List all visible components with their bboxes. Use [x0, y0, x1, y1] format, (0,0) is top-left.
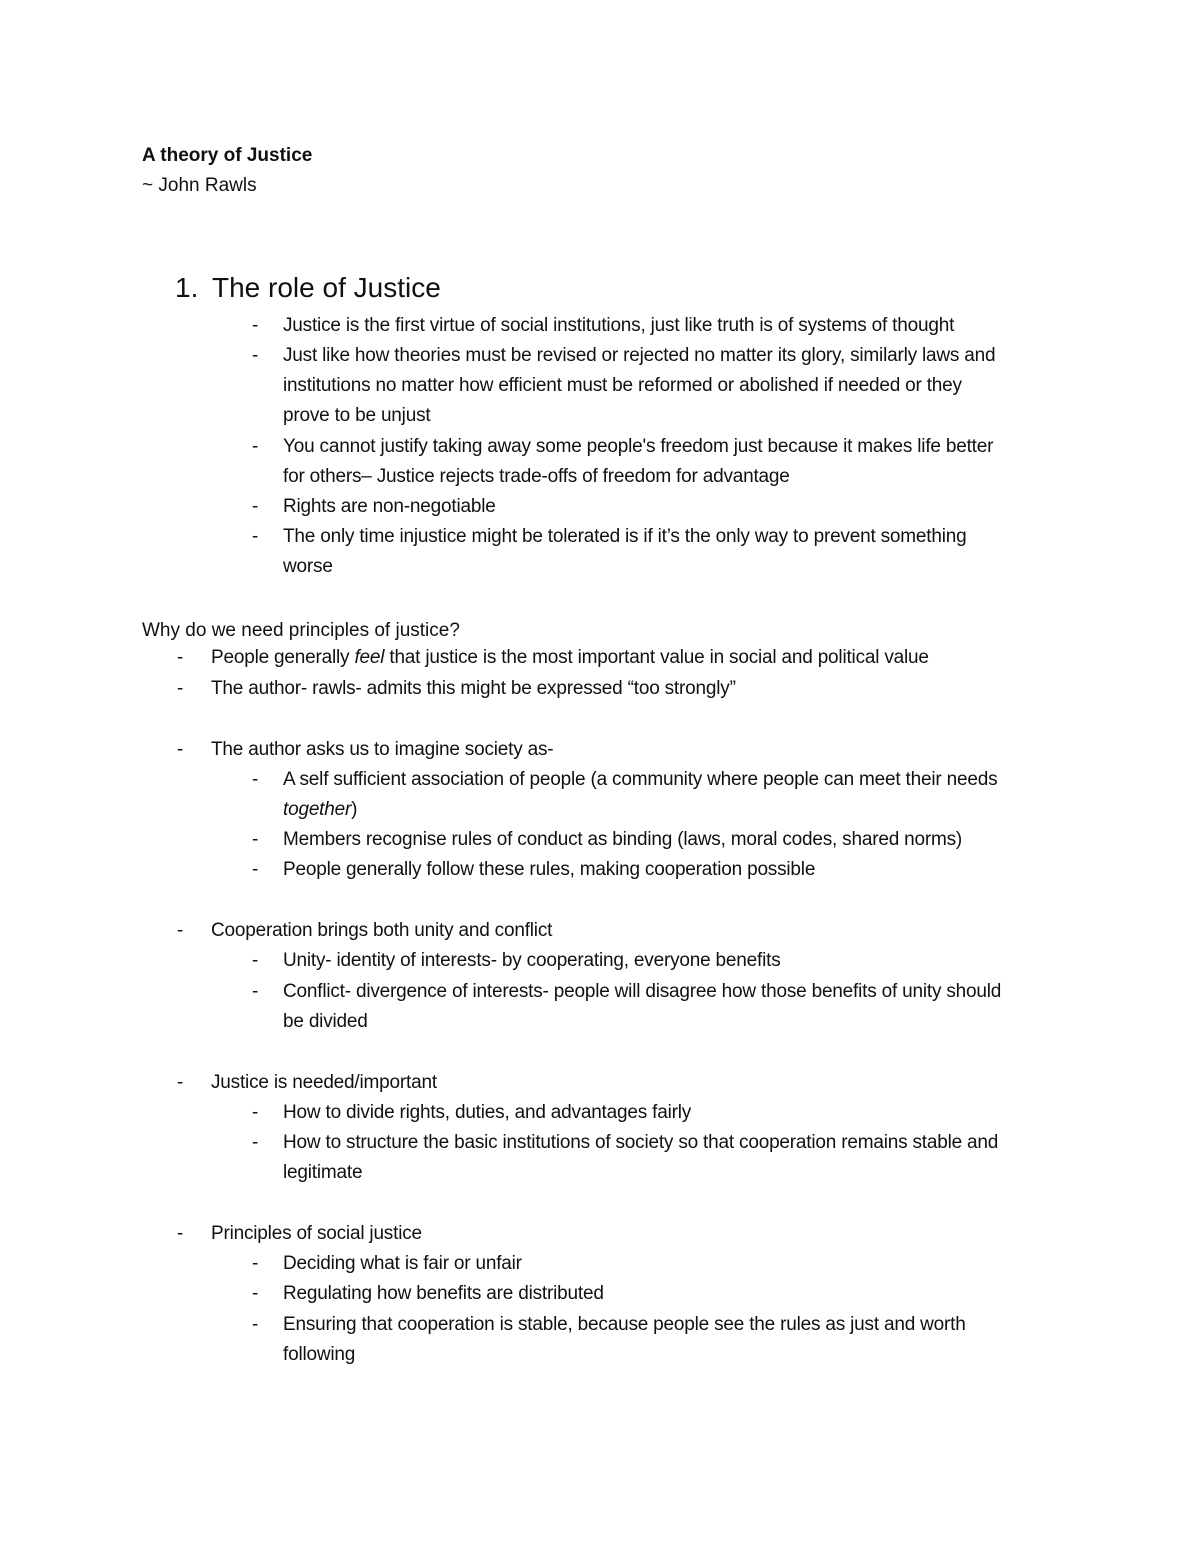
text-run: People generally: [211, 647, 355, 668]
why-bullet-feel: [211, 643, 929, 673]
bullet-dash: -: [177, 1072, 184, 1093]
bullet-dash: -: [252, 436, 259, 457]
bullet-dash: -: [177, 920, 184, 941]
bullet-dash: -: [252, 1314, 259, 1335]
why-bullet-strongly: The author- rawls- admits this might be expressed “too strongly”: [211, 678, 736, 699]
role-bullet-2-line-1: Just like how theories must be revised or rejected no matter its glory, similarly laws and: [283, 345, 996, 366]
text-run: ): [351, 799, 358, 820]
imagine-label: The author asks us to imagine society as-: [211, 739, 554, 760]
cooperation-label: Cooperation brings both unity and conflict: [211, 920, 553, 941]
imagine-sub-1-line-2: [283, 795, 357, 825]
bullet-dash: -: [252, 859, 259, 880]
bullet-dash: -: [252, 526, 259, 547]
bullet-dash: -: [252, 1283, 259, 1304]
bullet-dash: -: [252, 981, 259, 1002]
needed-sub-1: How to divide rights, duties, and advantages fairly: [283, 1102, 692, 1123]
role-bullet-1: Justice is the first virtue of social institutions, just like truth is of systems of thought: [283, 315, 955, 336]
emphasis-text: feel: [354, 647, 385, 668]
bullet-dash: -: [252, 315, 259, 336]
role-bullet-2-line-2: institutions no matter how efficient must be reformed or abolished if needed or they: [283, 375, 962, 396]
imagine-sub-1-line-1: A self sufficient association of people (a community where people can meet their needs: [283, 769, 998, 790]
text-run: that justice is the most important value in social and political value: [384, 647, 929, 668]
cooperation-sub-1: Unity- identity of interests- by cooperating, everyone benefits: [283, 950, 781, 971]
document-author: ~ John Rawls: [142, 175, 257, 196]
principles-label: Principles of social justice: [211, 1223, 422, 1244]
bullet-dash: -: [252, 1102, 259, 1123]
role-bullet-3-line-2: for others– Justice rejects trade-offs of freedom for advantage: [283, 466, 790, 487]
imagine-sub-2: Members recognise rules of conduct as binding (laws, moral codes, shared norms): [283, 829, 963, 850]
needed-sub-2-line-1: How to structure the basic institutions of society so that cooperation remains stable and: [283, 1132, 999, 1153]
imagine-sub-3: People generally follow these rules, making cooperation possible: [283, 859, 816, 880]
role-bullet-5-line-1: The only time injustice might be tolerated is if it’s the only way to prevent something: [283, 526, 967, 547]
section-number: 1.: [175, 272, 199, 303]
role-bullet-5-line-2: worse: [283, 556, 333, 577]
emphasis-text: together: [283, 799, 352, 820]
needed-label: Justice is needed/important: [211, 1072, 437, 1093]
role-bullet-4: Rights are non-negotiable: [283, 496, 496, 517]
bullet-dash: -: [177, 739, 184, 760]
bullet-dash: -: [177, 647, 184, 668]
cooperation-sub-2-line-2: be divided: [283, 1011, 368, 1032]
bullet-dash: -: [252, 950, 259, 971]
bullet-dash: -: [252, 496, 259, 517]
question-heading: Why do we need principles of justice?: [142, 620, 460, 641]
needed-sub-2-line-2: legitimate: [283, 1162, 363, 1183]
role-bullet-2-line-3: prove to be unjust: [283, 405, 431, 426]
principles-sub-3-line-2: following: [283, 1344, 356, 1365]
principles-sub-3-line-1: Ensuring that cooperation is stable, because people see the rules as just and worth: [283, 1314, 966, 1335]
role-bullet-3-line-1: You cannot justify taking away some people's freedom just because it makes life better: [283, 436, 994, 457]
bullet-dash: -: [252, 829, 259, 850]
section-heading: [175, 269, 441, 307]
document-title: A theory of Justice: [142, 145, 313, 166]
bullet-dash: -: [252, 1132, 259, 1153]
bullet-dash: -: [177, 678, 184, 699]
cooperation-sub-2-line-1: Conflict- divergence of interests- people will disagree how those benefits of unity should: [283, 981, 1002, 1002]
principles-sub-2: Regulating how benefits are distributed: [283, 1283, 604, 1304]
bullet-dash: -: [252, 1253, 259, 1274]
bullet-dash: -: [252, 769, 259, 790]
bullet-dash: -: [252, 345, 259, 366]
section-title: The role of Justice: [212, 272, 441, 303]
principles-sub-1: Deciding what is fair or unfair: [283, 1253, 522, 1274]
bullet-dash: -: [177, 1223, 184, 1244]
